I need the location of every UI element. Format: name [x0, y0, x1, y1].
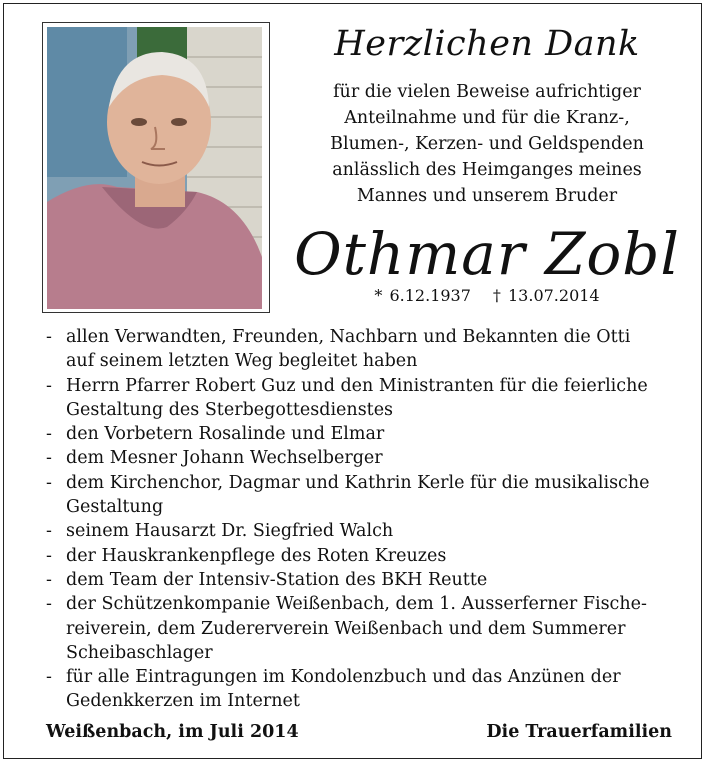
list-item-line: Scheibaschlager: [66, 642, 213, 663]
list-item-line: - seinem Hausarzt Dr. Siegfried Walch: [66, 521, 394, 542]
list-item: [46, 422, 686, 446]
signature: Die Trauerfamilien: [486, 722, 672, 742]
birth-date: * 6.12.1937: [374, 286, 471, 305]
list-item: [46, 374, 686, 423]
list-item-line: - dem Mesner Johann Wechselberger: [66, 448, 383, 469]
list-item-line: - Herrn Pfarrer Robert Guz und den Ministranten für die feierliche: [66, 375, 648, 396]
list-item: [46, 446, 686, 470]
list-item: [46, 519, 686, 543]
list-item-line: - der Schützenkompanie Weißenbach, dem 1. Ausserferner Fische-: [66, 594, 647, 615]
list-item-line: Gestaltung des Sterbegottesdienstes: [66, 399, 394, 420]
list-item-line: Gestaltung: [66, 497, 164, 518]
heading-thanks: Herzlichen Dank: [334, 24, 640, 64]
intro-line: Anteilnahme und für die Kranz-,: [344, 108, 630, 128]
life-dates: [290, 286, 684, 305]
list-item-line: - allen Verwandten, Freunden, Nachbarn und Bekannten die Otti: [66, 327, 631, 347]
list-item-line: - dem Team der Intensiv-Station des BKH Reutte: [66, 569, 488, 590]
list-item: [46, 665, 686, 714]
portrait-photo: [47, 27, 262, 309]
death-date: † 13.07.2014: [492, 286, 600, 305]
intro-line: für die vielen Beweise aufrichtiger: [333, 82, 641, 102]
portrait-photo-frame: [42, 22, 270, 313]
list-item: [46, 544, 686, 568]
list-item: [46, 592, 686, 665]
list-item-line: reiverein, dem Zudererverein Weißenbach und dem Summerer: [66, 618, 626, 639]
list-item-line: - der Hauskrankenpflege des Roten Kreuzes: [66, 545, 447, 566]
thanks-list: [46, 325, 686, 714]
intro-line: anlässlich des Heimganges meines: [332, 160, 642, 180]
list-item-line: - den Vorbetern Rosalinde und Elmar: [66, 424, 385, 445]
list-item-line: auf seinem letzten Weg begleitet haben: [66, 351, 418, 372]
list-item: [46, 568, 686, 592]
list-item: [46, 325, 686, 374]
list-item-line: - für alle Eintragungen im Kondolenzbuch und das Anzünen der: [66, 667, 621, 688]
place-date: Weißenbach, im Juli 2014: [46, 722, 299, 742]
list-item: [46, 471, 686, 520]
list-item-line: - dem Kirchenchor, Dagmar und Kathrin Kerle für die musikalische: [66, 472, 650, 493]
deceased-name: Othmar Zobl: [294, 220, 680, 288]
list-item-line: Gedenkkerzen im Internet: [66, 691, 300, 712]
intro-line: Mannes und unserem Bruder: [356, 186, 618, 206]
intro-line: Blumen-, Kerzen- und Geldspenden: [330, 134, 644, 154]
intro-text: [290, 79, 684, 209]
